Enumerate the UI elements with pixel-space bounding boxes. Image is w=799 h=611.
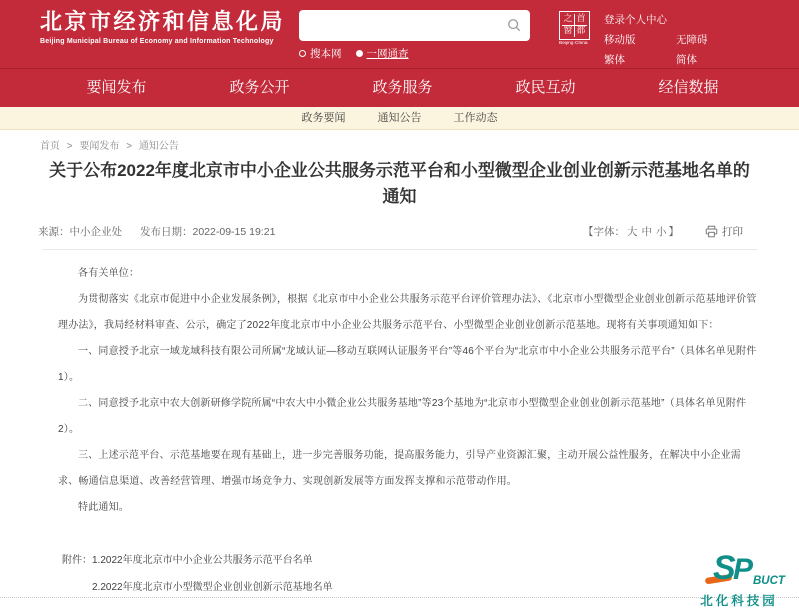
print-label: 打印 [722,226,743,238]
site-header [0,0,799,68]
site-logo[interactable] [40,9,285,45]
nav-item[interactable]: 要闻发布 [86,79,147,96]
footer-dotted-divider [0,597,799,598]
login-link[interactable]: 登录个人中心 [604,14,667,26]
buct-science-park-watermark [683,548,795,609]
scope-option-network[interactable] [356,46,409,61]
font-size-small-button[interactable]: 小 [656,226,667,238]
svg-text:S: S [713,549,736,587]
nav-item[interactable]: 政务服务 [372,79,433,96]
meta-divider [42,249,757,250]
sub-nav [0,107,799,130]
seal-char: 之 [563,14,573,24]
subnav-item[interactable]: 政务要闻 [301,112,346,124]
seal-char: 首 [576,14,586,24]
simplified-chinese-link[interactable]: 简体 [676,54,697,66]
search-icon[interactable] [507,18,521,37]
accessibility-link[interactable]: 无障碍 [676,34,708,46]
attachments-list [92,547,333,601]
article-paragraph: 二、同意授予北京中农大创新研修学院所属“中农大中小微企业公共服务基地”等23个基地为“北京市小型微型企业创业创新示范基地”（具体名单见附件2）。 [58,398,747,435]
attachments-block [62,547,757,601]
header-links [604,12,784,72]
search-scope-options [299,46,530,61]
capital-window-seal-logo[interactable] [559,11,590,47]
article-body [58,261,757,521]
watermark-name: 北化科技园 [700,594,778,608]
main-nav-list [45,69,760,107]
article [38,158,757,601]
nav-item[interactable]: 政民互动 [515,79,576,96]
nav-item[interactable]: 经信数据 [658,79,719,96]
article-paragraph: 一、同意授予北京一域龙域科技有限公司所属“龙域认证—移动互联网认证服务平台”等46个平台为“北京市中小企业公共服务示范平台”（具体名单见附件1）。 [58,346,757,383]
seal-char: 都 [576,26,586,36]
breadcrumb-current[interactable]: 通知公告 [138,141,179,152]
print-button[interactable] [705,224,743,239]
search-input[interactable] [299,10,530,41]
source-value: 中小企业处 [69,226,122,238]
scope-option-network-label: 一网通查 [366,48,409,60]
font-size-controls: 【字体： 大 中 小 】 [583,226,679,238]
article-paragraph: 三、上述示范平台、示范基地要在现有基础上，进一步完善服务功能，提高服务能力，引导产业资源汇聚，主动开展公益性服务，在解决中小企业需求、畅通信息渠道、改善经营管理、增强市场竞争力、实现创新发展等方面发挥支撑和示范带动作用。 [58,450,741,487]
mobile-version-link[interactable]: 移动版 [604,34,636,46]
site-subtitle: Beijing Municipal Bureau of Economy and Information Technology [40,38,274,45]
printer-icon [705,225,718,238]
publish-date-field: 发布日期：2022-09-15 19:21 [140,226,276,238]
buct-text: BUCT [753,575,785,587]
seal-char: 窗 [563,26,573,36]
article-paragraph: 特此通知。 [78,502,129,513]
site-title: 北京市经济和信息化局 [40,9,286,34]
breadcrumb-separator: > [66,141,73,152]
scope-option-site-label: 搜本网 [310,48,342,60]
publish-date-value: 2022-09-15 19:21 [192,226,276,238]
breadcrumb [40,137,179,152]
breadcrumb-home[interactable]: 首页 [40,141,60,152]
font-size-large-button[interactable]: 大 [627,226,638,238]
radio-unselected-icon[interactable] [299,50,306,57]
article-title: 关于公布2022年度北京市中小企业公共服务示范平台和小型微型企业创业创新示范基地名单的通知 [49,161,750,206]
sp-buct-logo-icon [687,548,791,588]
seal-grid [559,11,590,40]
breadcrumb-section[interactable]: 要闻发布 [79,141,120,152]
article-paragraph: 各有关单位： [78,268,140,279]
main-nav [0,68,799,107]
radio-selected-icon[interactable] [356,50,363,57]
attachments-label: 附件： [62,555,92,566]
subnav-item[interactable]: 工作动态 [453,112,498,124]
traditional-chinese-link[interactable]: 繁体 [604,54,625,66]
font-size-medium-button[interactable]: 中 [641,226,652,238]
svg-text:P: P [733,553,754,586]
search-area [299,10,530,61]
article-paragraph: 为贯彻落实《北京市促进中小企业发展条例》，根据《北京市中小企业公共服务示范平台评价管理办法》、《北京市小型微型企业创业创新示范基地评价管理办法》，我局经材料审查、公示，确定了2022年度北京市中小企业公共服务示范平台、小型微型企业创业创新示范基地。现将有关事项通知如下： [58,294,757,331]
breadcrumb-separator: > [126,141,133,152]
subnav-item[interactable]: 通知公告 [377,112,422,124]
seal-caption: Beijing·China [559,41,588,46]
article-meta [38,224,757,240]
nav-item[interactable]: 政务公开 [229,79,290,96]
attachment-link[interactable]: 1.2022年度北京市中小企业公共服务示范平台名单 [92,555,313,566]
scope-option-site[interactable] [299,46,342,61]
source-field: 来源：中小企业处 [38,226,122,238]
attachment-link[interactable]: 2.2022年度北京市小型微型企业创业创新示范基地名单 [92,582,333,593]
